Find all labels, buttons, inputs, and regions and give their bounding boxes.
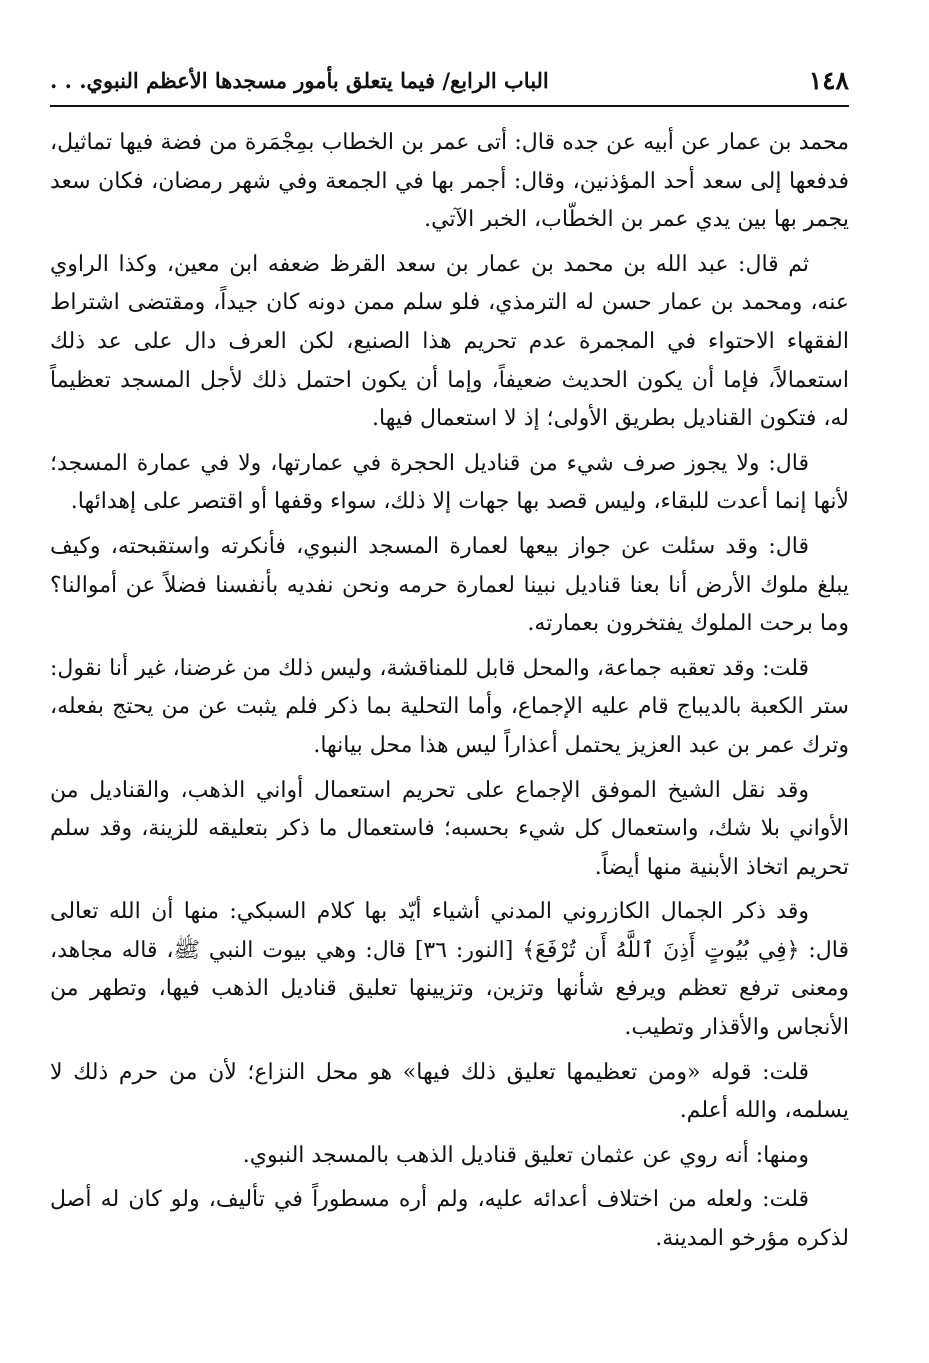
paragraph: قلت: وقد تعقبه جماعة، والمحل قابل للمناقشة، وليس ذلك من غرضنا، غير أنا نقول: ستر الكعبة بالديباج قام عليه الإجماع، وأما التحلية بما ذكر فلم يثبت عن من يحتج بفعله، وترك عمر بن عبد العزيز يحتمل أعذاراً ليس هذا محل بيانها. [50, 655, 849, 758]
paragraph: وقد ذكر الجمال الكازروني المدني أشياء أيّد بها كلام السبكي: منها أن الله تعالى قال: ﴿فِي بُيُوتٍ أَذِنَ ٱللَّهُ أَن تُرْفَعَ﴾ [النور: ٣٦] قال: وهي بيوت النبي ﷺ، قاله مجاهد، ومعنى ترفع تعظم ويرفع شأنها وتزين، وتزيينها تعليق قناديل الذهب فيها، وتطهر من الأنجاس والأقذار وتطيب. [50, 899, 849, 1041]
paragraph: قلت: ولعله من اختلاف أعدائه عليه، ولم أره مسطوراً في تأليف، ولو كان له أصل لذكره مؤرخو المدينة. [50, 1187, 849, 1252]
paragraph: ومنها: أنه روي عن عثمان تعليق قناديل الذهب بالمسجد النبوي. [242, 1142, 809, 1168]
page-number: ١٤٨ [808, 65, 849, 95]
paragraph: قال: ولا يجوز صرف شيء من قناديل الحجرة في عمارتها، ولا في عمارة المسجد؛ لأنها إنما أعدت للبقاء، وليس قصد بها جهات إلا ذلك، سواء وقفها أو اقتصر على إهدائها. [50, 450, 849, 515]
paragraph: وقد نقل الشيخ الموفق الإجماع على تحريم استعمال أواني الذهب، والقناديل من الأواني بلا شك، واستعمال كل شيء بحسبه؛ فاستعمال ما ذكر بتعليقه للزينة، وقد سلم تحريم اتخاذ الأبنية منها أيضاً. [50, 777, 849, 880]
paragraph: قال: وقد سئلت عن جواز بيعها لعمارة المسجد النبوي، فأنكرته واستقبحته، وكيف يبلغ ملوك الأرض أنا بعنا قناديل نبينا لعمارة حرمه ونحن نفديه بأنفسنا فضلاً عن أموالنا؟ وما برحت الملوك يفتخرون بعمارته. [50, 533, 849, 637]
page-body [50, 124, 849, 1265]
paragraph: محمد بن عمار عن أبيه عن جده قال: أتى عمر بن الخطاب بمِجْمَرة من فضة فيها تماثيل، فدفعها إلى سعد أحد المؤذنين، وقال: أجمر بها في الجمعة وفي شهر رمضان، فكان سعد يجمر بها بين يدي عمر بن الخطّاب، الخبر الآتي. [50, 130, 849, 233]
paragraph: ثم قال: عبد الله بن محمد بن عمار بن سعد القرظ ضعفه ابن معين، وكذا الراوي عنه، ومحمد بن عمار حسن له الترمذي، فلو سلم ممن دونه كان جيداً، ومقتضى اشتراط الفقهاء الاحتواء في المجمرة عدم تحريم هذا الصنيع، لكن العرف دال على عد ذلك استعمالاً، فإما أن يكون الحديث ضعيفاً، وإما أن يكون احتمل ذلك لأجل المسجد تعظيماً له، فتكون القناديل بطريق الأولى؛ إذ لا استعمال فيها. [50, 251, 849, 432]
page-header [50, 62, 849, 98]
running-title: الباب الرابع/ فيما يتعلق بأمور مسجدها الأعظم النبوي. . . [50, 67, 549, 93]
header-rule [50, 105, 849, 107]
paragraph: قلت: قوله «ومن تعظيمها تعليق ذلك فيها» هو محل النزاع؛ لأن من حرم ذلك لا يسلمه، والله أعلم. [50, 1059, 849, 1124]
